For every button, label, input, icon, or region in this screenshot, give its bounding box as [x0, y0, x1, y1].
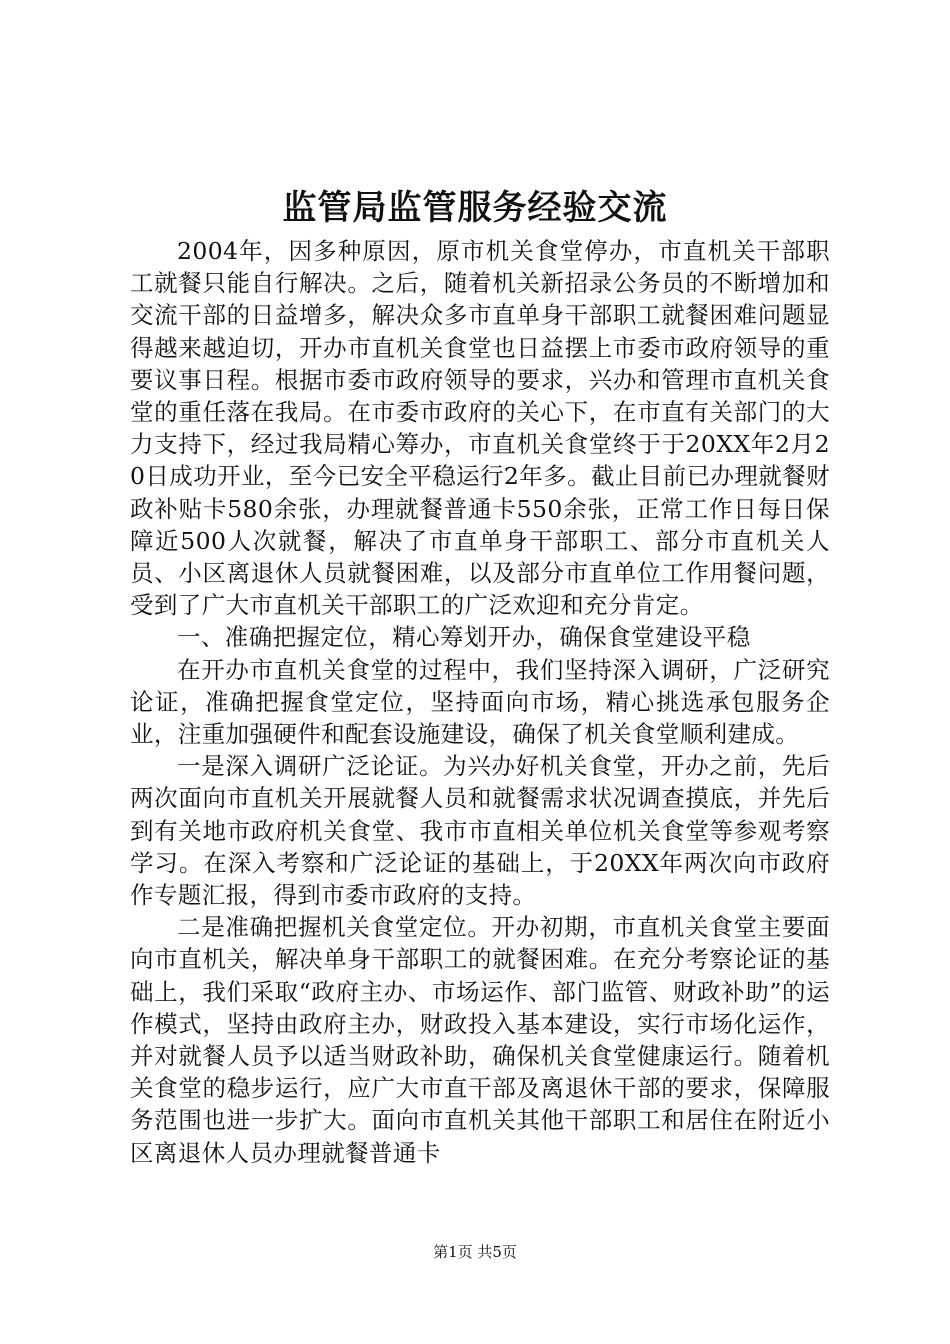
paragraph-section-1-summary: 在开办市直机关食堂的过程中，我们坚持深入调研，广泛研究论证，准确把握食堂定位，坚持面向市场，精心挑选承包服务企业，注重加强硬件和配套设施建设，确保了机关食堂顺利建成。 — [130, 655, 830, 749]
page-number-footer: 第1页 共5页 — [433, 1243, 517, 1261]
document-body — [130, 235, 830, 1169]
paragraph-point-2: 二是准确把握机关食堂定位。开办初期，市直机关食堂主要面向市直机关，解决单身干部职工的就餐困难。在充分考察论证的基础上，我们采取“政府主办、市场运作、部门监管、财政补助”的运作模式，坚持由政府主办，财政投入基本建设，实行市场化运作，并对就餐人员予以适当财政补助，确保机关食堂健康运行。随着机关食堂的稳步运行，应广大市直干部及离退休干部的要求，保障服务范围也进一步扩大。面向市直机关其他干部职工和居住在附近小区离退休人员办理就餐普通卡 — [130, 913, 830, 1167]
paragraph-point-1: 一是深入调研广泛论证。为兴办好机关食堂，开办之前，先后两次面向市直机关开展就餐人员和就餐需求状况调查摸底，并先后到有关地市政府机关食堂、我市市直相关单位机关食堂等参观考察学习。在深入考察和广泛论证的基础上，于20XX年两次向市政府作专题汇报，得到市委市政府的支持。 — [130, 752, 830, 910]
paragraph-intro: 2004年，因多种原因，原市机关食堂停办，市直机关干部职工就餐只能自行解决。之后，随着机关新招录公务员的不断增加和交流干部的日益增多，解决众多市直单身干部职工就餐困难问题显得越来越迫切，开办市直机关食堂也日益摆上市委市政府领导的重要议事日程。根据市委市政府领导的要求，兴办和管理市直机关食堂的重任落在我局。在市委市政府的关心下，在市直有关部门的大力支持下，经过我局精心筹办，市直机关食堂终于于20XX年2月20日成功开业，至今已安全平稳运行2年多。截止目前已办理就餐财政补贴卡580余张，办理就餐普通卡550余张，正常工作日每日保障近500人次就餐，解决了市直单身干部职工、部分市直机关人员、小区离退休人员就餐困难，以及部分市直单位工作用餐问题，受到了广大市直机关干部职工的广泛欢迎和充分肯定。 — [130, 237, 830, 620]
document-title: 监管局监管服务经验交流 — [282, 188, 668, 228]
section-heading-1: 一、准确把握定位，精心筹划开办，确保食堂建设平稳 — [177, 623, 751, 652]
